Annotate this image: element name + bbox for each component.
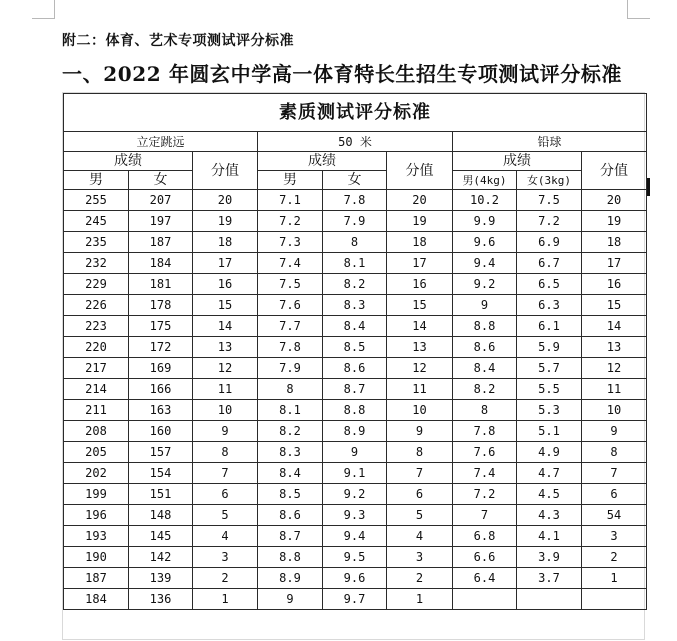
jump-points-cell: 18 — [193, 232, 258, 253]
shot-male-cell — [453, 589, 517, 610]
jump-points-cell: 13 — [193, 337, 258, 358]
jump-male-cell: 190 — [64, 547, 129, 568]
shot-female-cell: 7.2 — [517, 211, 582, 232]
jump-points-cell: 5 — [193, 505, 258, 526]
shot-male-cell: 6.6 — [453, 547, 517, 568]
table-row — [64, 484, 647, 505]
shot-female-cell: 4.1 — [517, 526, 582, 547]
sprint-female-cell: 8.3 — [323, 295, 387, 316]
sprint-male-cell: 7.8 — [258, 337, 323, 358]
jump-points-cell: 20 — [193, 190, 258, 211]
sprint-points-cell: 11 — [387, 379, 453, 400]
sprint-female-cell: 8.7 — [323, 379, 387, 400]
page-corner-mark-top-right-h — [628, 18, 650, 19]
table-title: 素质测试评分标准 — [64, 94, 647, 132]
sprint-female-cell: 9 — [323, 442, 387, 463]
jump-male-cell: 211 — [64, 400, 129, 421]
shot-points-cell: 10 — [582, 400, 647, 421]
sprint-points-cell: 13 — [387, 337, 453, 358]
jump-female-cell: 151 — [129, 484, 193, 505]
sprint-male-cell: 7.9 — [258, 358, 323, 379]
sprint-male-cell: 8.4 — [258, 463, 323, 484]
jump-female-cell: 160 — [129, 421, 193, 442]
jump-female-cell: 154 — [129, 463, 193, 484]
jump-points-cell: 15 — [193, 295, 258, 316]
jump-male-cell: 235 — [64, 232, 129, 253]
jump-male-cell: 184 — [64, 589, 129, 610]
jump-points-cell: 7 — [193, 463, 258, 484]
jump-female-cell: 175 — [129, 316, 193, 337]
jump-male-cell: 223 — [64, 316, 129, 337]
sprint-female-cell: 9.3 — [323, 505, 387, 526]
sprint-male-cell: 7.1 — [258, 190, 323, 211]
page-corner-mark-top-left-v — [54, 0, 55, 19]
sprint-female-cell: 8.8 — [323, 400, 387, 421]
jump-female-cell: 163 — [129, 400, 193, 421]
jump-points-cell: 9 — [193, 421, 258, 442]
sprint-points-cell: 7 — [387, 463, 453, 484]
sprint-male-cell: 8.6 — [258, 505, 323, 526]
sprint-points-cell: 9 — [387, 421, 453, 442]
jump-male-cell: 199 — [64, 484, 129, 505]
sprint-points-cell: 16 — [387, 274, 453, 295]
jump-female-cell: 139 — [129, 568, 193, 589]
sprint-male-cell: 9 — [258, 589, 323, 610]
shot-male-header: 男(4kg) — [453, 171, 517, 190]
event-shot-put: 铅球 — [453, 132, 647, 152]
table-row — [64, 337, 647, 358]
shot-male-cell: 9.9 — [453, 211, 517, 232]
jump-male-cell: 220 — [64, 337, 129, 358]
sprint-points-cell: 5 — [387, 505, 453, 526]
sprint-male-cell: 8.1 — [258, 400, 323, 421]
shot-points-header: 分值 — [582, 152, 647, 190]
shot-female-cell: 5.1 — [517, 421, 582, 442]
jump-points-cell: 17 — [193, 253, 258, 274]
jump-male-cell: 196 — [64, 505, 129, 526]
shot-female-cell: 6.7 — [517, 253, 582, 274]
sprint-female-cell: 8.6 — [323, 358, 387, 379]
attachment-title: 附二：体育、艺术专项测试评分标准 — [62, 33, 294, 49]
sprint-points-cell: 17 — [387, 253, 453, 274]
sprint-female-cell: 8.9 — [323, 421, 387, 442]
shot-male-cell: 7.2 — [453, 484, 517, 505]
jump-score-header: 成绩 — [64, 152, 193, 171]
sprint-female-header: 女 — [323, 171, 387, 190]
jump-points-cell: 19 — [193, 211, 258, 232]
sprint-male-cell: 7.3 — [258, 232, 323, 253]
sprint-female-cell: 8.2 — [323, 274, 387, 295]
jump-female-cell: 184 — [129, 253, 193, 274]
event-50m-sprint: 50 米 — [258, 132, 453, 152]
shot-male-cell: 8.6 — [453, 337, 517, 358]
table-row — [64, 358, 647, 379]
jump-male-cell: 193 — [64, 526, 129, 547]
sprint-male-cell: 8 — [258, 379, 323, 400]
sprint-points-cell: 8 — [387, 442, 453, 463]
jump-male-cell: 214 — [64, 379, 129, 400]
shot-female-cell: 5.9 — [517, 337, 582, 358]
shot-points-cell: 20 — [582, 190, 647, 211]
sprint-points-cell: 15 — [387, 295, 453, 316]
jump-points-cell: 8 — [193, 442, 258, 463]
sprint-male-cell: 7.2 — [258, 211, 323, 232]
page-corner-mark-top-left-h — [32, 18, 54, 19]
section-heading: 一、2022 年圆玄中学高一体育特长生招生专项测试评分标准 — [62, 62, 623, 86]
shot-points-cell: 6 — [582, 484, 647, 505]
table-row — [64, 316, 647, 337]
sprint-female-cell: 8.1 — [323, 253, 387, 274]
sprint-points-cell: 12 — [387, 358, 453, 379]
sprint-score-header: 成绩 — [258, 152, 387, 171]
shot-points-cell: 3 — [582, 526, 647, 547]
jump-male-cell: 208 — [64, 421, 129, 442]
sprint-points-cell: 10 — [387, 400, 453, 421]
jump-male-header: 男 — [64, 171, 129, 190]
shot-points-cell: 16 — [582, 274, 647, 295]
shot-male-cell: 8.2 — [453, 379, 517, 400]
shot-female-cell: 5.5 — [517, 379, 582, 400]
sprint-male-cell: 7.4 — [258, 253, 323, 274]
shot-female-cell — [517, 589, 582, 610]
sprint-male-cell: 8.3 — [258, 442, 323, 463]
jump-male-cell: 217 — [64, 358, 129, 379]
table-row — [64, 211, 647, 232]
shot-points-cell: 12 — [582, 358, 647, 379]
table-row — [64, 589, 647, 610]
table-row — [64, 190, 647, 211]
jump-points-cell: 6 — [193, 484, 258, 505]
shot-male-cell: 9.2 — [453, 274, 517, 295]
jump-female-header: 女 — [129, 171, 193, 190]
shot-points-cell: 11 — [582, 379, 647, 400]
table-row — [64, 274, 647, 295]
sprint-female-cell: 8.5 — [323, 337, 387, 358]
shot-male-cell: 10.2 — [453, 190, 517, 211]
table-row — [64, 526, 647, 547]
sprint-female-cell: 9.5 — [323, 547, 387, 568]
sprint-male-cell: 7.5 — [258, 274, 323, 295]
jump-female-cell: 207 — [129, 190, 193, 211]
sprint-male-cell: 8.8 — [258, 547, 323, 568]
shot-female-header: 女(3kg) — [517, 171, 582, 190]
jump-female-cell: 166 — [129, 379, 193, 400]
shot-male-cell: 9.6 — [453, 232, 517, 253]
shot-male-cell: 7.6 — [453, 442, 517, 463]
table-row — [64, 442, 647, 463]
jump-male-cell: 229 — [64, 274, 129, 295]
shot-female-cell: 6.1 — [517, 316, 582, 337]
table-row — [64, 547, 647, 568]
jump-female-cell: 169 — [129, 358, 193, 379]
sprint-male-cell: 8.9 — [258, 568, 323, 589]
jump-points-cell: 3 — [193, 547, 258, 568]
sprint-points-cell: 3 — [387, 547, 453, 568]
jump-male-cell: 245 — [64, 211, 129, 232]
shot-points-cell: 7 — [582, 463, 647, 484]
sprint-female-cell: 9.6 — [323, 568, 387, 589]
sprint-points-cell: 1 — [387, 589, 453, 610]
sprint-female-cell: 7.9 — [323, 211, 387, 232]
sprint-points-cell: 4 — [387, 526, 453, 547]
shot-female-cell: 6.3 — [517, 295, 582, 316]
sprint-points-cell: 14 — [387, 316, 453, 337]
jump-female-cell: 172 — [129, 337, 193, 358]
shot-points-cell: 15 — [582, 295, 647, 316]
sprint-female-cell: 9.4 — [323, 526, 387, 547]
shot-female-cell: 3.7 — [517, 568, 582, 589]
sprint-points-cell: 18 — [387, 232, 453, 253]
jump-male-cell: 202 — [64, 463, 129, 484]
shot-female-cell: 5.7 — [517, 358, 582, 379]
table-row — [64, 295, 647, 316]
sprint-female-cell: 9.2 — [323, 484, 387, 505]
table-row — [64, 463, 647, 484]
jump-points-cell: 16 — [193, 274, 258, 295]
shot-male-cell: 7.8 — [453, 421, 517, 442]
jump-points-cell: 11 — [193, 379, 258, 400]
table-row — [64, 232, 647, 253]
text-cursor-mark — [647, 178, 650, 196]
table-row — [64, 568, 647, 589]
sprint-female-cell: 8 — [323, 232, 387, 253]
sprint-female-cell: 9.7 — [323, 589, 387, 610]
shot-points-cell: 8 — [582, 442, 647, 463]
jump-female-cell: 157 — [129, 442, 193, 463]
jump-female-cell: 136 — [129, 589, 193, 610]
shot-male-cell: 9 — [453, 295, 517, 316]
sprint-points-cell: 6 — [387, 484, 453, 505]
shot-points-cell: 2 — [582, 547, 647, 568]
sprint-male-cell: 7.6 — [258, 295, 323, 316]
shot-points-cell: 19 — [582, 211, 647, 232]
sprint-female-cell: 7.8 — [323, 190, 387, 211]
score-standard-table — [63, 93, 647, 610]
page-corner-mark-top-right-v — [627, 0, 628, 19]
jump-female-cell: 197 — [129, 211, 193, 232]
shot-points-cell: 14 — [582, 316, 647, 337]
jump-points-cell: 2 — [193, 568, 258, 589]
jump-female-cell: 142 — [129, 547, 193, 568]
shot-male-cell: 8 — [453, 400, 517, 421]
sprint-female-cell: 9.1 — [323, 463, 387, 484]
sprint-points-cell: 19 — [387, 211, 453, 232]
shot-female-cell: 4.9 — [517, 442, 582, 463]
shot-male-cell: 8.8 — [453, 316, 517, 337]
sprint-points-cell: 20 — [387, 190, 453, 211]
table-row — [64, 253, 647, 274]
shot-female-cell: 5.3 — [517, 400, 582, 421]
jump-points-header: 分值 — [193, 152, 258, 190]
jump-points-cell: 10 — [193, 400, 258, 421]
sprint-male-cell: 8.5 — [258, 484, 323, 505]
shot-female-cell: 7.5 — [517, 190, 582, 211]
shot-male-cell: 9.4 — [453, 253, 517, 274]
shot-score-header: 成绩 — [453, 152, 582, 171]
shot-points-cell: 9 — [582, 421, 647, 442]
jump-male-cell: 226 — [64, 295, 129, 316]
shot-female-cell: 3.9 — [517, 547, 582, 568]
shot-male-cell: 7 — [453, 505, 517, 526]
shot-male-cell: 8.4 — [453, 358, 517, 379]
sprint-male-cell: 8.7 — [258, 526, 323, 547]
shot-female-cell: 4.7 — [517, 463, 582, 484]
jump-male-cell: 232 — [64, 253, 129, 274]
jump-female-cell: 178 — [129, 295, 193, 316]
shot-male-cell: 7.4 — [453, 463, 517, 484]
shot-points-cell: 17 — [582, 253, 647, 274]
sprint-points-cell: 2 — [387, 568, 453, 589]
shot-female-cell: 4.3 — [517, 505, 582, 526]
shot-points-cell — [582, 589, 647, 610]
table-row — [64, 505, 647, 526]
shot-points-cell: 54 — [582, 505, 647, 526]
sprint-male-cell: 8.2 — [258, 421, 323, 442]
jump-female-cell: 145 — [129, 526, 193, 547]
shot-points-cell: 13 — [582, 337, 647, 358]
jump-female-cell: 187 — [129, 232, 193, 253]
table-row — [64, 400, 647, 421]
jump-female-cell: 148 — [129, 505, 193, 526]
shot-male-cell: 6.4 — [453, 568, 517, 589]
table-row — [64, 379, 647, 400]
table-row — [64, 421, 647, 442]
shot-points-cell: 18 — [582, 232, 647, 253]
jump-male-cell: 255 — [64, 190, 129, 211]
shot-female-cell: 4.5 — [517, 484, 582, 505]
jump-male-cell: 187 — [64, 568, 129, 589]
shot-female-cell: 6.9 — [517, 232, 582, 253]
jump-points-cell: 1 — [193, 589, 258, 610]
jump-points-cell: 14 — [193, 316, 258, 337]
shot-points-cell: 1 — [582, 568, 647, 589]
sprint-male-header: 男 — [258, 171, 323, 190]
event-standing-long-jump: 立定跳远 — [64, 132, 258, 152]
shot-female-cell: 6.5 — [517, 274, 582, 295]
jump-points-cell: 4 — [193, 526, 258, 547]
jump-points-cell: 12 — [193, 358, 258, 379]
sprint-female-cell: 8.4 — [323, 316, 387, 337]
sprint-male-cell: 7.7 — [258, 316, 323, 337]
jump-male-cell: 205 — [64, 442, 129, 463]
sprint-points-header: 分值 — [387, 152, 453, 190]
jump-female-cell: 181 — [129, 274, 193, 295]
shot-male-cell: 6.8 — [453, 526, 517, 547]
